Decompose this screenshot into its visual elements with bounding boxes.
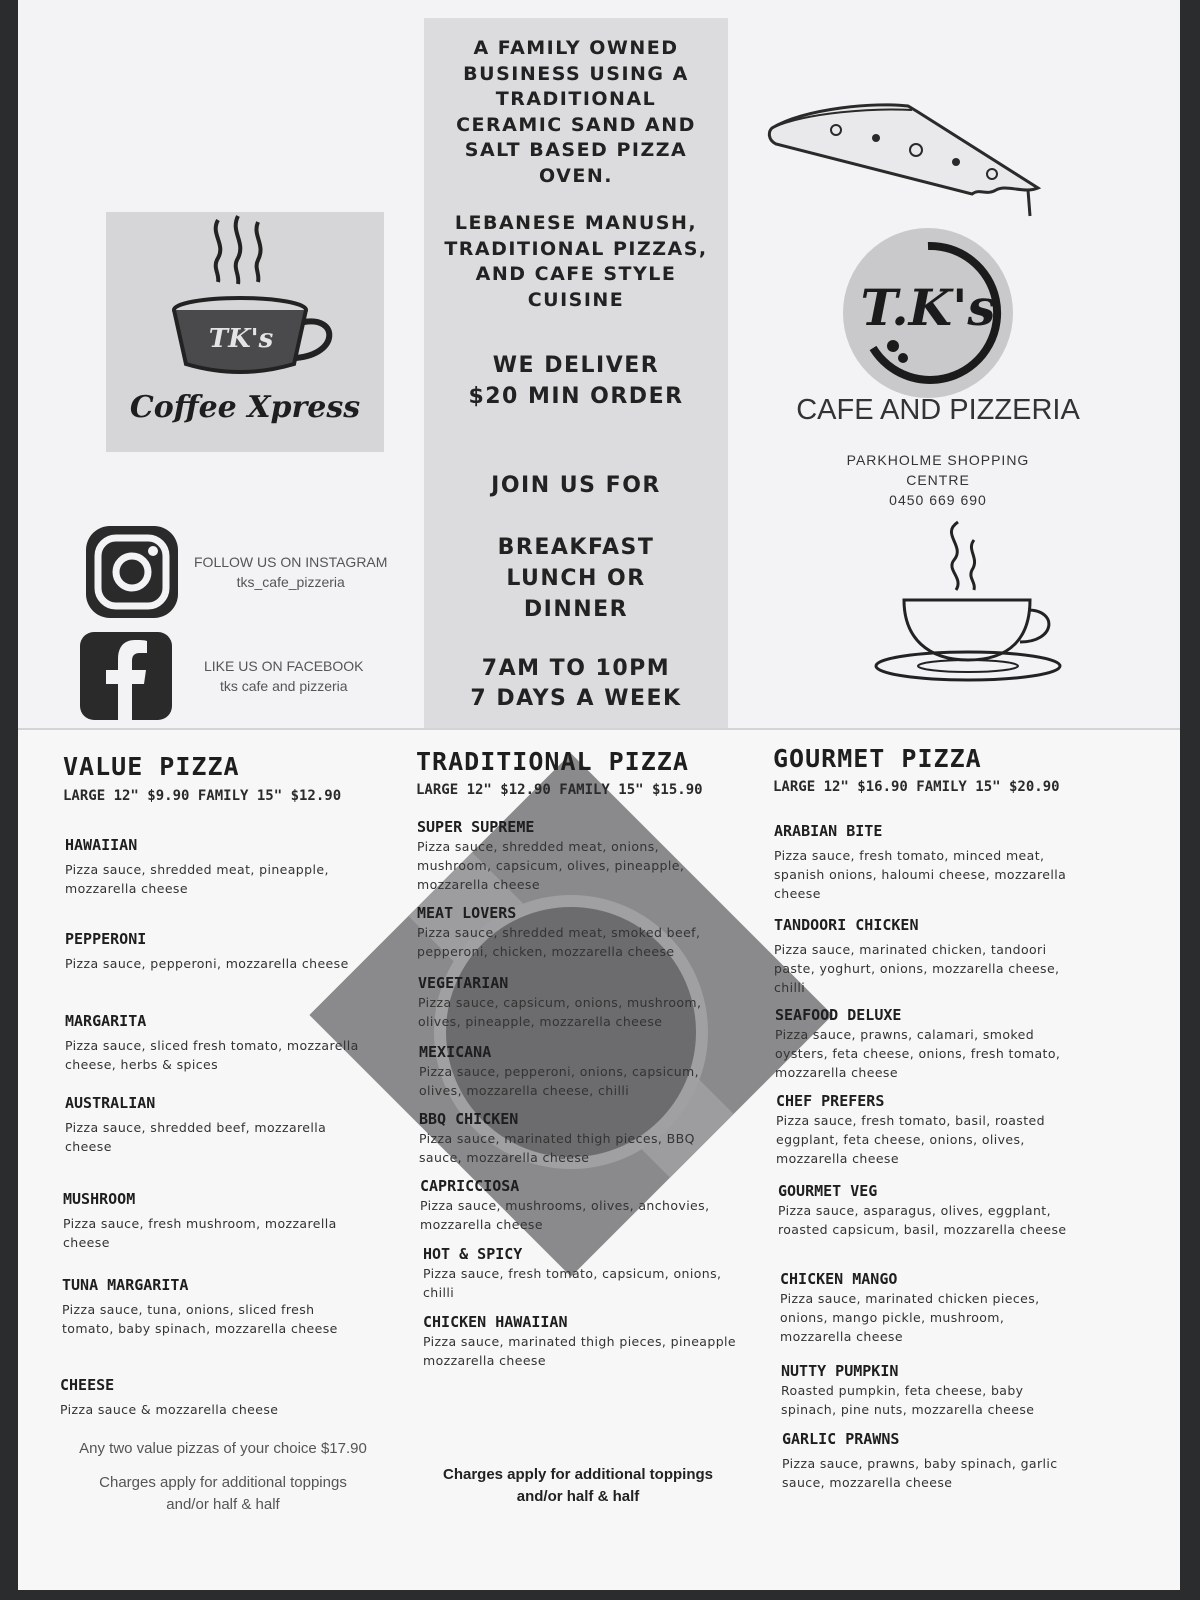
cuisine-line: AND CAFE STYLE <box>475 263 677 285</box>
menu-item <box>775 1006 1075 1082</box>
cuisine-line: LEBANESE MANUSH, <box>454 212 698 234</box>
item-desc: Pizza sauce & mozzarella cheese <box>60 1402 279 1417</box>
menu-item <box>417 904 727 961</box>
facebook-link[interactable] <box>78 630 364 722</box>
item-desc: Pizza sauce, marinated thigh pieces, BBQ sauce, mozzarella cheese <box>419 1131 695 1165</box>
coffee-cup-icon <box>106 212 384 387</box>
item-desc: Pizza sauce, mushrooms, olives, anchovies, mozzarella cheese <box>420 1198 710 1232</box>
intro-line: CERAMIC SAND AND <box>456 113 696 136</box>
cuisine-line: CUISINE <box>527 288 625 311</box>
note-line: Charges apply for additional toppings <box>442 1466 713 1483</box>
intro-line: BUSINESS USING A <box>463 62 689 85</box>
hours-line: 7AM TO 10PM <box>481 656 671 681</box>
location-line: PARKHOLME SHOPPING <box>846 452 1030 468</box>
item-desc: Pizza sauce, marinated chicken, tandoori paste, yoghurt, onions, mozzarella cheese, chilli <box>774 942 1060 995</box>
item-name: MUSHROOM <box>63 1190 136 1208</box>
menu-item <box>65 1094 365 1156</box>
item-desc: Pizza sauce, sliced fresh tomato, mozzarella cheese, herbs & spices <box>65 1038 359 1072</box>
item-name: CHEESE <box>60 1376 115 1394</box>
item-name: BBQ CHICKEN <box>419 1110 519 1128</box>
item-name: CHICKEN MANGO <box>780 1270 898 1288</box>
menu-flyer <box>18 0 1180 1590</box>
traditional-charges-note <box>423 1464 733 1508</box>
item-name: MEAT LOVERS <box>417 904 517 922</box>
intro-text <box>424 36 728 189</box>
item-name: MARGARITA <box>65 1012 147 1030</box>
note-line: Charges apply for additional toppings <box>99 1474 347 1491</box>
item-name: CAPRICCIOSA <box>420 1177 520 1195</box>
item-name: AUSTRALIAN <box>65 1094 156 1112</box>
intro-line: OVEN. <box>539 164 613 187</box>
item-desc: Pizza sauce, marinated thigh pieces, pineapple mozzarella cheese <box>423 1334 736 1368</box>
value-deal: Any two value pizzas of your choice $17.90 <box>79 1440 367 1457</box>
intro-line: SALT BASED PIZZA <box>464 139 688 161</box>
item-name: SEAFOOD DELUXE <box>775 1006 902 1024</box>
menu-item <box>423 1313 753 1370</box>
item-desc: Pizza sauce, tuna, onions, sliced fresh tomato, baby spinach, mozzarella cheese <box>62 1302 338 1336</box>
menu-item <box>781 1362 1081 1419</box>
menu-item <box>780 1270 1080 1346</box>
item-desc: Pizza sauce, shredded meat, onions, mushroom, capsicum, olives, pineapple, mozzarella cheese <box>417 839 685 892</box>
delivery-text <box>424 350 728 412</box>
menu-item <box>62 1276 352 1338</box>
item-name: CHEF PREFERS <box>776 1092 885 1110</box>
cuisine-line: TRADITIONAL PIZZAS, <box>444 237 708 260</box>
hours-line: 7 DAYS A WEEK <box>470 686 682 711</box>
value-pizza-title: VALUE PIZZA <box>63 752 240 781</box>
coffee-cup-saucer-icon <box>870 520 1070 690</box>
delivery-line: $20 MIN ORDER <box>468 384 684 409</box>
menu-item <box>419 1110 729 1167</box>
item-desc: Pizza sauce, marinated chicken pieces, onions, mango pickle, mushroom, mozzarella cheese <box>780 1291 1040 1344</box>
facebook-label: LIKE US ON FACEBOOK <box>204 658 364 674</box>
cuisine-text <box>424 211 728 313</box>
note-line: and/or half & half <box>516 1488 640 1505</box>
item-name: TUNA MARGARITA <box>62 1276 189 1294</box>
item-desc: Pizza sauce, fresh tomato, capsicum, onions, chilli <box>423 1266 722 1300</box>
item-name: HOT & SPICY <box>423 1245 523 1263</box>
item-desc: Pizza sauce, fresh tomato, minced meat, spanish onions, haloumi cheese, mozzarella cheese <box>774 848 1067 901</box>
item-desc: Pizza sauce, pepperoni, mozzarella cheese <box>65 956 349 971</box>
traditional-pizza-prices: LARGE 12" $12.90 FAMILY 15" $15.90 <box>416 782 703 798</box>
coffee-xpress-logo <box>106 212 384 452</box>
meal-line: LUNCH OR <box>506 566 646 591</box>
info-panel <box>424 18 728 728</box>
delivery-line: WE DELIVER <box>492 353 660 378</box>
location-line: CENTRE <box>906 472 970 488</box>
note-line: and/or half & half <box>166 1496 280 1513</box>
intro-line: TRADITIONAL <box>495 88 657 110</box>
menu-item <box>776 1092 1076 1168</box>
item-desc: Pizza sauce, pepperoni, onions, capsicum, olives, mozzarella cheese, chilli <box>419 1064 700 1098</box>
menu-item <box>774 916 1074 997</box>
item-name: VEGETARIAN <box>418 974 509 992</box>
menu-item <box>65 1012 365 1074</box>
meals-text <box>424 532 728 625</box>
item-name: CHICKEN HAWAIIAN <box>423 1313 568 1331</box>
item-name: MEXICANA <box>419 1043 492 1061</box>
menu-item <box>65 930 365 973</box>
brand-title: CAFE AND PIZZERIA <box>796 394 1080 426</box>
menu-item <box>423 1245 733 1302</box>
item-desc: Roasted pumpkin, feta cheese, baby spinach, pine nuts, mozzarella cheese <box>781 1383 1035 1417</box>
phone-number: 0450 669 690 <box>889 492 987 508</box>
item-name: PEPPERONI <box>65 930 147 948</box>
item-name: GARLIC PRAWNS <box>782 1430 900 1448</box>
item-desc: Pizza sauce, asparagus, olives, eggplant, roasted capsicum, basil, mozzarella cheese <box>778 1203 1067 1237</box>
item-desc: Pizza sauce, shredded meat, smoked beef, pepperoni, chicken, mozzarella cheese <box>417 925 701 959</box>
menu-item <box>782 1430 1082 1492</box>
coffee-cup-label: TK's <box>208 324 274 354</box>
gourmet-pizza-prices: LARGE 12" $16.90 FAMILY 15" $20.90 <box>773 779 1060 795</box>
item-name: SUPER SUPREME <box>417 818 535 836</box>
item-name: ARABIAN BITE <box>774 822 883 840</box>
item-desc: Pizza sauce, fresh tomato, basil, roasted eggplant, feta cheese, onions, olives, mozzarella cheese <box>776 1113 1045 1166</box>
location <box>758 450 1118 510</box>
meal-line: DINNER <box>523 597 629 622</box>
pizza-slice-icon <box>766 98 1046 218</box>
gourmet-pizza-title: GOURMET PIZZA <box>773 744 982 773</box>
menu-item <box>65 836 365 898</box>
item-name: TANDOORI CHICKEN <box>774 916 919 934</box>
item-desc: Pizza sauce, fresh mushroom, mozzarella cheese <box>63 1216 337 1250</box>
tks-logo <box>843 228 1013 398</box>
join-text: JOIN US FOR <box>491 473 661 498</box>
item-name: GOURMET VEG <box>778 1182 878 1200</box>
intro-line: A FAMILY OWNED <box>473 37 679 59</box>
coffee-xpress-name: Coffee Xpress <box>129 390 361 425</box>
value-charges-note <box>58 1472 388 1516</box>
value-pizza-prices: LARGE 12" $9.90 FAMILY 15" $12.90 <box>63 788 342 804</box>
instagram-link[interactable] <box>84 524 387 620</box>
hours-text <box>424 654 728 714</box>
menu-item <box>420 1177 730 1234</box>
menu-item <box>419 1043 729 1100</box>
instagram-icon <box>84 524 180 620</box>
facebook-handle: tks cafe and pizzeria <box>219 678 348 694</box>
traditional-pizza-title: TRADITIONAL PIZZA <box>416 747 689 776</box>
menu-item <box>778 1182 1078 1239</box>
facebook-icon <box>78 630 174 722</box>
item-desc: Pizza sauce, shredded beef, mozzarella cheese <box>65 1120 327 1154</box>
tks-logo-text: T.K's <box>860 278 996 337</box>
item-name: HAWAIIAN <box>65 836 138 854</box>
menu-item <box>63 1190 363 1252</box>
item-desc: Pizza sauce, capsicum, onions, mushroom, olives, pineapple, mozzarella cheese <box>418 995 702 1029</box>
meal-line: BREAKFAST <box>497 535 655 560</box>
menu-item <box>774 822 1074 903</box>
menu-item <box>60 1376 360 1419</box>
item-desc: Pizza sauce, shredded meat, pineapple, mozzarella cheese <box>65 862 329 896</box>
menu-item <box>417 818 727 894</box>
instagram-handle: tks_cafe_pizzeria <box>236 574 345 590</box>
item-desc: Pizza sauce, prawns, baby spinach, garlic sauce, mozzarella cheese <box>782 1456 1058 1490</box>
item-desc: Pizza sauce, prawns, calamari, smoked oysters, feta cheese, onions, fresh tomato, mozzarella cheese <box>775 1027 1061 1080</box>
instagram-label: FOLLOW US ON INSTAGRAM <box>194 554 388 570</box>
item-name: NUTTY PUMPKIN <box>781 1362 899 1380</box>
flyer-top-half <box>18 0 1180 728</box>
menu-item <box>418 974 728 1031</box>
